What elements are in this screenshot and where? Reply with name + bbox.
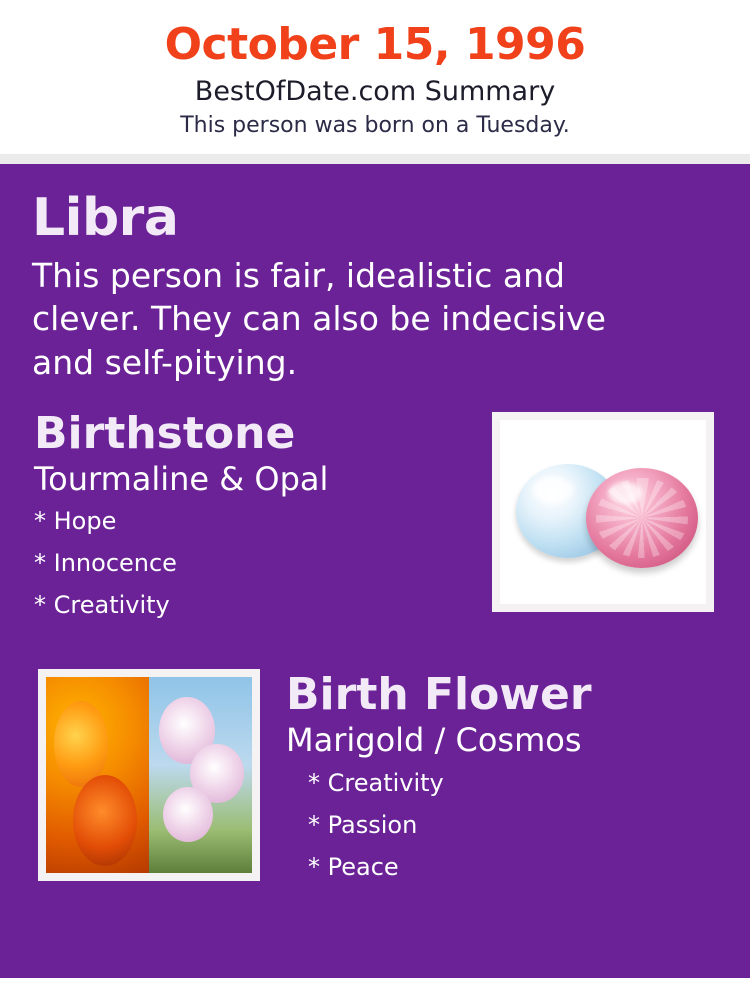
birth-flower-photo-frame	[38, 669, 260, 881]
birth-flower-title: Birth Flower	[286, 669, 592, 721]
page-title: October 15, 1996	[164, 19, 586, 70]
birth-flower-trait: * Peace	[308, 852, 399, 881]
birthstone-photo-frame	[492, 412, 714, 612]
birthstone-trait: * Innocence	[34, 549, 177, 578]
marigold-image	[46, 677, 149, 873]
cosmos-image	[149, 677, 252, 873]
birth-flower-section	[32, 669, 718, 896]
birthstone-title: Birthstone	[34, 408, 296, 460]
birthstone-trait: * Hope	[34, 507, 117, 536]
birthstone-trait: * Creativity	[34, 591, 170, 620]
birthstone-photo	[500, 420, 706, 604]
birthstone-section	[32, 408, 718, 635]
details-panel	[0, 164, 750, 978]
born-day-text: This person was born on a Tuesday.	[180, 113, 570, 139]
cosmos-bloom-icon	[163, 787, 212, 842]
birthstone-names: Tourmaline & Opal	[34, 460, 329, 499]
birth-flower-text	[286, 669, 718, 896]
zodiac-description: This person is fair, idealistic and clever. They can also be indecisive and self-pitying.	[32, 255, 606, 382]
site-summary-label: BestOfDate.com Summary	[194, 76, 556, 108]
header	[0, 0, 750, 154]
header-divider	[0, 154, 750, 164]
birth-flower-trait: * Creativity	[308, 768, 444, 797]
birth-flower-photo	[46, 677, 252, 873]
birth-flower-trait: * Passion	[308, 810, 418, 839]
birth-flower-names: Marigold / Cosmos	[286, 721, 582, 760]
zodiac-sign-name: Libra	[32, 187, 179, 248]
tourmaline-gem-icon	[586, 468, 698, 568]
birthstone-text	[32, 408, 329, 635]
